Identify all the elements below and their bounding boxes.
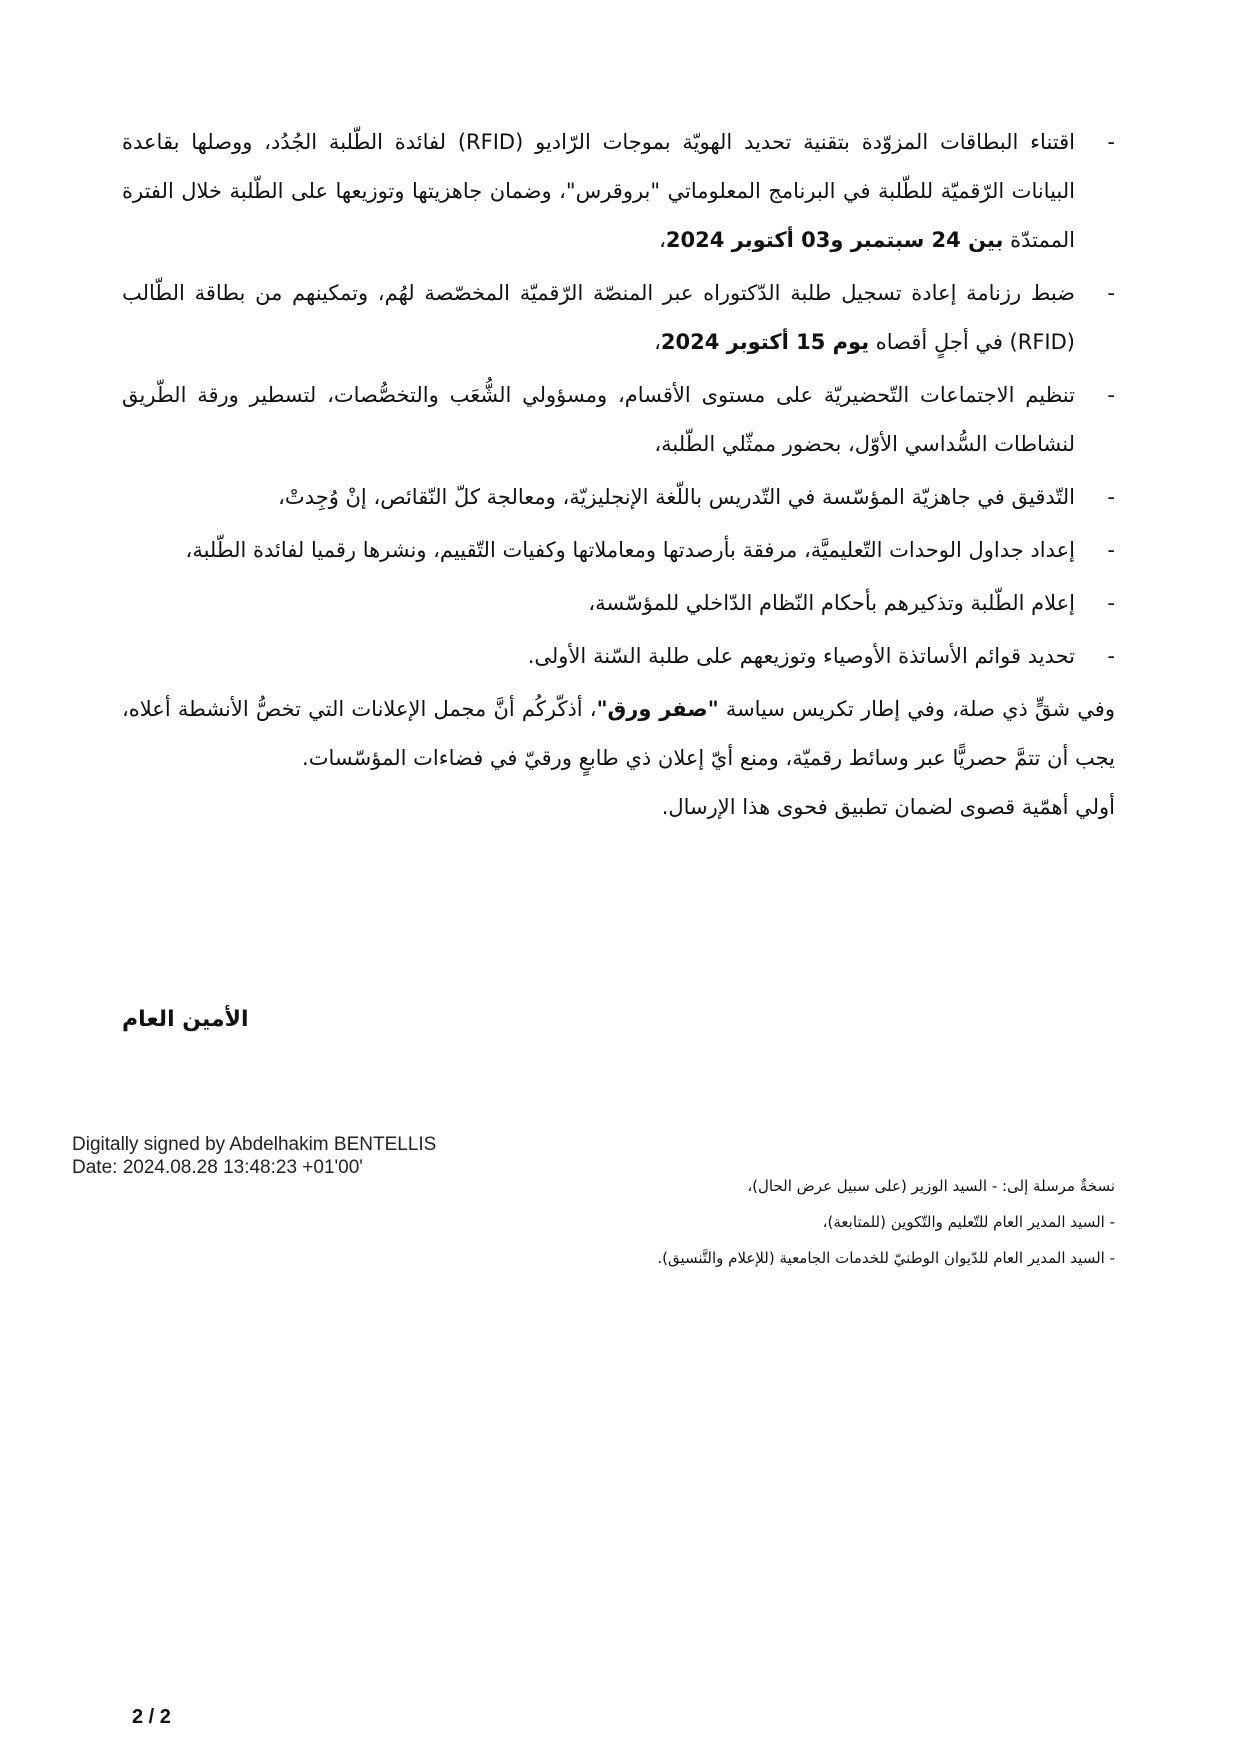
copy-recipient: - السيد المدير العام للتّعليم والتّكوين (للمتابعة)، (822, 1213, 1115, 1231)
bullet-text: إعلام الطّلبة وتذكيرهم بأحكام النّظام الدّاخلي للمؤسّسة، (588, 591, 1075, 615)
bullet-text: التّدقيق في جاهزيّة المؤسّسة في التّدريس باللّغة الإنجليزيّة، ومعالجة كلّ النّقائص، إنْ وُجِدتْ، (278, 485, 1075, 509)
date-range: بين 24 سبتمبر و03 أكتوبر 2024 (665, 228, 1004, 252)
bullet-dash: - (1107, 591, 1115, 615)
closing-paragraph: وفي شقٍّ ذي صلة، وفي إطار تكريس سياسة "صفر ورق"، أذكّركُم أنَّ مجمل الإعلانات التي تخصُّ الأنشطة أعلاه، يجب أن تتمَّ حصريًّا عبر وسائط رقميّة، ومنع أيّ إعلان ذي طابعٍ ورقيّ في فضاءات المؤسّسات. (122, 697, 1115, 770)
bullet-text: إعداد جداول الوحدات التّعليميَّة، مرفقة بأرصدتها ومعاملاتها وكفيات التّقييم، ونشرها رقميا لفائدة الطّلبة، (185, 538, 1075, 562)
bullet-dash: - (1107, 130, 1115, 154)
signature-line: Digitally signed by Abdelhakim BENTELLIS (72, 1134, 437, 1155)
bullet-dash: - (1107, 383, 1115, 407)
bullet-dash: - (1107, 538, 1115, 562)
bullet-dash: - (1107, 281, 1115, 305)
list-item (122, 526, 1115, 575)
list-item (122, 371, 1115, 469)
list-item (122, 473, 1115, 522)
bullet-text: ضبط رزنامة إعادة تسجيل طلبة الدّكتوراه عبر المنصّة الرّقميّة المخصّصة لهُم، وتمكينهم من بطاقة الطّالب (RFID) في أجلٍ أقصاه يوم 15 أكتوبر 2024، (122, 281, 1075, 354)
bullet-text: تنظيم الاجتماعات التّحضيريّة على مستوى الأقسام، ومسؤولي الشُّعَب والتخصُّصات، لتسطير ورقة الطّريق لنشاطات السُّداسي الأوّل، بحضور ممثّلي الطّلبة، (122, 383, 1075, 456)
list-item (122, 579, 1115, 628)
list-item (122, 269, 1115, 367)
closing-line: أولي أهمّية قصوى لضمان تطبيق فحوى هذا الإرسال. (661, 795, 1115, 819)
signature-date: Date: 2024.08.28 13:48:23 +01'00' (72, 1157, 363, 1178)
digital-signature (72, 1133, 436, 1179)
list-item (122, 632, 1115, 681)
deadline-date: يوم 15 أكتوبر 2024 (660, 330, 870, 354)
bullet-text: تحديد قوائم الأساتذة الأوصياء وتوزيعهم على طلبة السّنة الأولى. (527, 644, 1075, 668)
copies-list (657, 1168, 1115, 1276)
copy-recipient: - السيد المدير العام للدّيوان الوطنيّ للخدمات الجامعية (للإعلام والتَّنسيق). (657, 1249, 1115, 1267)
bullet-dash: - (1107, 644, 1115, 668)
zero-paper-term: "صفر ورق" (596, 697, 719, 721)
copy-recipient: نسخةٌ مرسلة إلى: - السيد الوزير (على سبيل عرض الحال)، (747, 1177, 1115, 1195)
list-item (122, 118, 1115, 265)
signer-title: الأمين العام (122, 1007, 249, 1032)
page-number: 2 / 2 (132, 1706, 171, 1728)
bullet-text: اقتناء البطاقات المزوّدة بتقنية تحديد الهويّة بموجات الرّاديو (RFID) لفائدة الطّلبة الجُدُد، ووصلها بقاعدة البيانات الرّقميّة للطّلبة في البرنامج المعلوماتي "بروقرس"، وضمان جاهزيتها وتوزيعها على الطّلبة خلال الفترة الممتدّة بين 24 سبتمبر و03 أكتوبر 2024، (122, 130, 1075, 252)
letter-body (122, 118, 1115, 832)
bullet-dash: - (1107, 485, 1115, 509)
